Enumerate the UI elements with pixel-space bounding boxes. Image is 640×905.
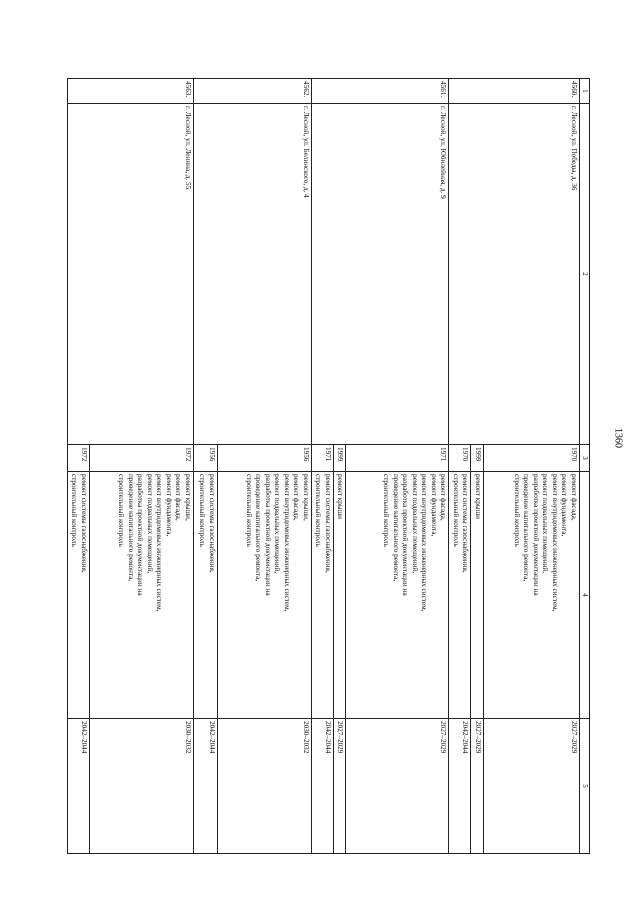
work-line: строительный контроль — [198, 474, 207, 547]
work-line: проведение капитального ремонта, — [522, 474, 531, 582]
work-line: строительный контроль — [314, 474, 323, 547]
table-row — [217, 79, 311, 854]
works-cell — [193, 472, 217, 719]
header-col-1: 1 — [579, 79, 589, 104]
work-line: ремонт внутридомовых инженерных систем, — [282, 474, 291, 612]
year-cell: 1999 — [333, 445, 346, 472]
work-line: разработка проектной документации на — [263, 474, 272, 596]
row-number: 4563. — [67, 79, 193, 104]
year-cell: 1972 — [67, 445, 89, 472]
work-line: строительный контроль — [512, 474, 521, 547]
work-line: ремонт системы газоснабжения, — [79, 474, 88, 573]
table-row — [89, 79, 193, 854]
work-line: строительный контроль — [117, 474, 126, 547]
work-line: разработка проектной документации на — [531, 474, 540, 596]
work-line: ремонт системы газоснабжения, — [461, 474, 470, 573]
year-cell: 1956 — [193, 445, 217, 472]
works-cell — [449, 472, 471, 719]
building-address: г. Лесной, ул. Белинского, д. 4 — [193, 104, 311, 445]
works-cell — [333, 472, 346, 719]
work-line: ремонт фасада, — [439, 474, 448, 521]
work-line: ремонт системы газоснабжения, — [323, 474, 332, 573]
work-line: строительный контроль — [382, 474, 391, 547]
building-address: г. Лесной, ул. Ленина, д. 55 — [67, 104, 193, 445]
work-line: ремонт крыши, — [301, 474, 310, 521]
works-cell — [346, 472, 449, 719]
works-cell — [483, 472, 579, 719]
works-cell — [67, 472, 89, 719]
period-cell: 2027–2029 — [346, 719, 449, 854]
header-col-4: 4 — [579, 472, 589, 719]
work-line: ремонт фасада, — [292, 474, 301, 521]
period-cell: 2042–2044 — [311, 719, 333, 854]
work-line: ремонт крыши — [473, 474, 482, 520]
work-line: ремонт внутридомовых инженерных систем, — [155, 474, 164, 612]
capital-repair-table — [67, 78, 590, 854]
period-cell: 2030–2032 — [89, 719, 193, 854]
year-cell: 1971 — [311, 445, 333, 472]
header-col-5: 5 — [579, 719, 589, 854]
period-cell: 2027–2029 — [483, 719, 579, 854]
work-line: ремонт фасада, — [174, 474, 183, 521]
work-line: ремонт подвальных помещений, — [273, 474, 282, 574]
work-line: ремонт внутридомовых инженерных систем, — [420, 474, 429, 612]
period-cell: 2027–2029 — [471, 719, 484, 854]
year-cell: 1970 — [483, 445, 579, 472]
period-cell: 2042–2044 — [67, 719, 89, 854]
work-line: разработка проектной документации на — [136, 474, 145, 596]
work-line: проведение капитального ремонта, — [254, 474, 263, 582]
work-line: ремонт системы газоснабжения, — [207, 474, 216, 573]
table-body — [67, 79, 579, 854]
work-line: ремонт фундамента, — [429, 474, 438, 537]
table-row — [346, 79, 449, 854]
row-number: 4562. — [193, 79, 311, 104]
register-table-container — [70, 78, 590, 848]
works-cell — [217, 472, 311, 719]
year-cell: 1956 — [217, 445, 311, 472]
row-number: 4560. — [449, 79, 580, 104]
work-line: ремонт крыши — [336, 474, 345, 520]
header-row — [579, 79, 589, 854]
work-line: ремонт фундамента, — [560, 474, 569, 537]
year-cell: 1971 — [346, 445, 449, 472]
work-line: строительный контроль — [451, 474, 460, 547]
period-cell: 2042–2044 — [193, 719, 217, 854]
year-cell: 1999 — [471, 445, 484, 472]
work-line: ремонт подвальных помещений, — [145, 474, 154, 574]
period-cell: 2030–2032 — [217, 719, 311, 854]
page-number: 1360 — [612, 428, 624, 448]
header-col-3: 3 — [579, 445, 589, 472]
work-line: ремонт фундамента, — [164, 474, 173, 537]
period-cell: 2027–2029 — [333, 719, 346, 854]
work-line: проведение капитального ремонта, — [391, 474, 400, 582]
period-cell: 2042–2044 — [449, 719, 471, 854]
table-row — [483, 79, 579, 854]
work-line: строительный контроль — [244, 474, 253, 547]
work-line: строительный контроль — [70, 474, 79, 547]
work-line: разработка проектной документации на — [401, 474, 410, 596]
work-line: ремонт подвальных помещений, — [410, 474, 419, 574]
works-cell — [471, 472, 484, 719]
works-cell — [89, 472, 193, 719]
year-cell: 1970 — [449, 445, 471, 472]
work-line: ремонт внутридомовых инженерных систем, — [550, 474, 559, 612]
year-cell: 1972 — [89, 445, 193, 472]
building-address: г. Лесной, ул. Победы, д. 36 — [449, 104, 580, 445]
header-col-2: 2 — [579, 104, 589, 445]
row-number: 4561. — [311, 79, 449, 104]
work-line: ремонт фасада, — [569, 474, 578, 521]
building-address: г. Лесной, ул. Юбилейная, д. 9 — [311, 104, 449, 445]
works-cell — [311, 472, 333, 719]
work-line: ремонт крыши, — [183, 474, 192, 521]
work-line: проведение капитального ремонта, — [126, 474, 135, 582]
work-line: ремонт подвальных помещений, — [541, 474, 550, 574]
